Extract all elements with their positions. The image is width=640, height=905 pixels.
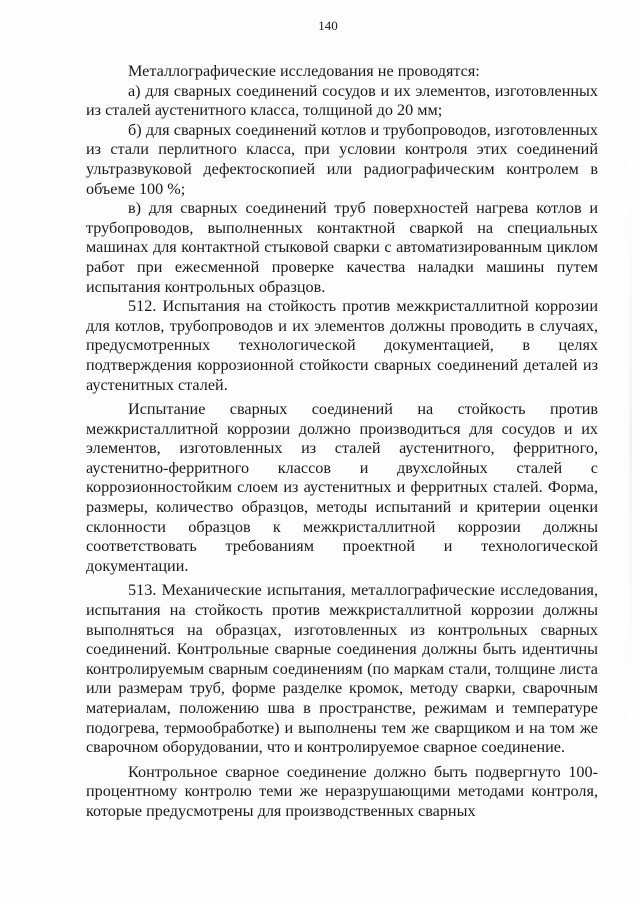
paragraph-512: 512. Испытания на стойкость против межкристаллитной коррозии для котлов, трубопроводов и их элементов должны проводить в случаях, предусмотренных технологической документацией, в целях подтверждения коррозионной стойкости сварных соединений деталей из аустенитных сталей. bbox=[86, 297, 598, 394]
scan-edge-shadow bbox=[629, 160, 632, 720]
paragraph-item-b: б) для сварных соединений котлов и трубопроводов, изготовленных из стали перлитного класса, при условии контроля этих соединений ультразвуковой дефектоскопией или радиографическим контролем в объеме 100 %; bbox=[86, 120, 598, 198]
paragraph-intro: Металлографические исследования не проводятся: bbox=[128, 62, 480, 80]
paragraph-item-c: в) для сварных соединений труб поверхностей нагрева котлов и трубопроводов, выполненных контактной сваркой на специальных машинах для контактной стыковой сварки с автоматизированным циклом работ при ежесменной проверке качества наладки машины путем испытания контрольных образцов. bbox=[86, 199, 598, 296]
paragraph-control-weld: Контрольное сварное соединение должно быть подвергнуто 100-процентному контролю теми же неразрушающими методами контроля, которые предусмотрены для производственных сварных bbox=[86, 762, 598, 820]
paragraph-corrosion-test: Испытание сварных соединений на стойкость против межкристаллитной коррозии должно производиться для сосудов и их элементов, изготовленных из сталей аустенитного, ферритного, аустенитно-ферритного классов и двухслойных сталей с коррозионностойким слоем из аустенитных и ферритных сталей. Форма, размеры, количество образцов, методы испытаний и критерии оценки склонности образцов к межкристаллитной коррозии должны соответствовать требованиям проектной и технологической документации. bbox=[86, 400, 598, 575]
paragraph-item-a: а) для сварных соединений сосудов и их элементов, изготовленных из сталей аустенитного класса, толщиной до 20 мм; bbox=[86, 81, 598, 120]
body-text bbox=[86, 62, 598, 822]
paragraph-513: 513. Механические испытания, металлографические исследования, испытания на стойкость против межкристаллитной коррозии должны выполняться на образцах, изготовленных из контрольных сварных соединений. Контрольные сварные соединения должны быть идентичны контролируемым сварным соединениям (по маркам стали, толщине листа или размерам труб, форме разделке кромок, методу сварки, сварочным материалам, положению шва в пространстве, режимам и температуре подогрева, термообработке) и выполнены тем же сварщиком и на том же сварочном оборудовании, что и контролируемое сварное соединение. bbox=[86, 581, 598, 757]
page-number: 140 bbox=[318, 18, 338, 33]
